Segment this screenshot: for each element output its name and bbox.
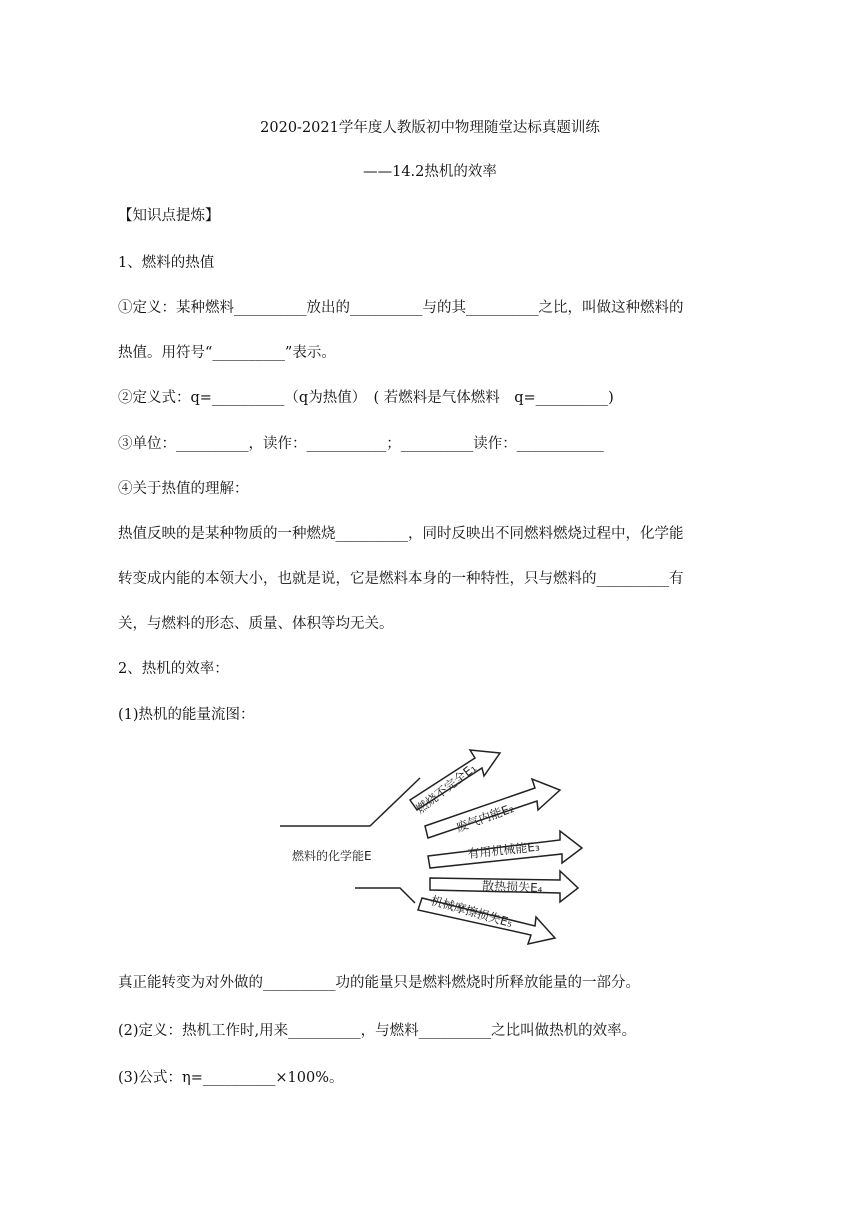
paragraph-line-2: 转变成内能的本领大小，也就是说，它是燃料本身的一种特性，只与燃料的__________有 — [118, 571, 684, 587]
doc-title: 2020-2021学年度人教版初中物理随堂达标真题训练 — [260, 120, 600, 136]
energy-note-line: 真正能转变为对外做的__________功的能量只是燃料燃烧时所释放能量的一部分。 — [118, 975, 640, 991]
definition-line-cont: 热值。用符号“__________”表示。 — [118, 345, 336, 361]
source-label: 燃料的化学能E — [292, 849, 372, 863]
understanding-heading: ④关于热值的理解： — [118, 481, 249, 497]
energy-flow-heading: (1)热机的能量流图： — [118, 707, 255, 723]
energy-flow-diagram — [270, 748, 590, 948]
arrow-label-incomplete: 燃烧不完全E₁ — [413, 760, 479, 817]
section-1-heading: 1、燃料的热值 — [118, 255, 215, 271]
arrow-label-friction: 机械摩擦损失E₅ — [429, 893, 515, 931]
efficiency-formula-line: (3)公式：η=__________×100%。 — [118, 1070, 344, 1086]
arrow-label-heat: 散热损失E₄ — [481, 879, 543, 896]
unit-line: ③单位：__________，读作：___________；__________读作：____________ — [118, 436, 604, 452]
paragraph-line-3: 关，与燃料的形态、质量、体积等均无关。 — [118, 616, 394, 632]
arrow-label-exhaust: 废气内能E₂ — [454, 801, 516, 835]
formula-line: ②定义式：q=__________（q为热值） ( 若燃料是气体燃料 q=__________) — [118, 390, 614, 406]
definition-line: ①定义：某种燃料__________放出的__________与的其__________之比，叫做这种燃料的 — [118, 300, 684, 316]
input-top-line — [280, 778, 420, 826]
arrow-label-useful: 有用机械能E₃ — [466, 839, 541, 861]
section-2-heading: 2、热机的效率： — [118, 661, 229, 677]
section-heading-knowledge: 【知识点提炼】 — [118, 208, 220, 224]
input-bottom-line — [355, 888, 415, 903]
doc-subtitle: ——14.2热机的效率 — [363, 164, 497, 180]
paragraph-line-1: 热值反映的是某种物质的一种燃烧__________，同时反映出不同燃料燃烧过程中，化学能 — [118, 526, 684, 542]
efficiency-definition-line: (2)定义：热机工作时,用来__________，与燃料__________之比叫做热机的效率。 — [118, 1023, 637, 1039]
